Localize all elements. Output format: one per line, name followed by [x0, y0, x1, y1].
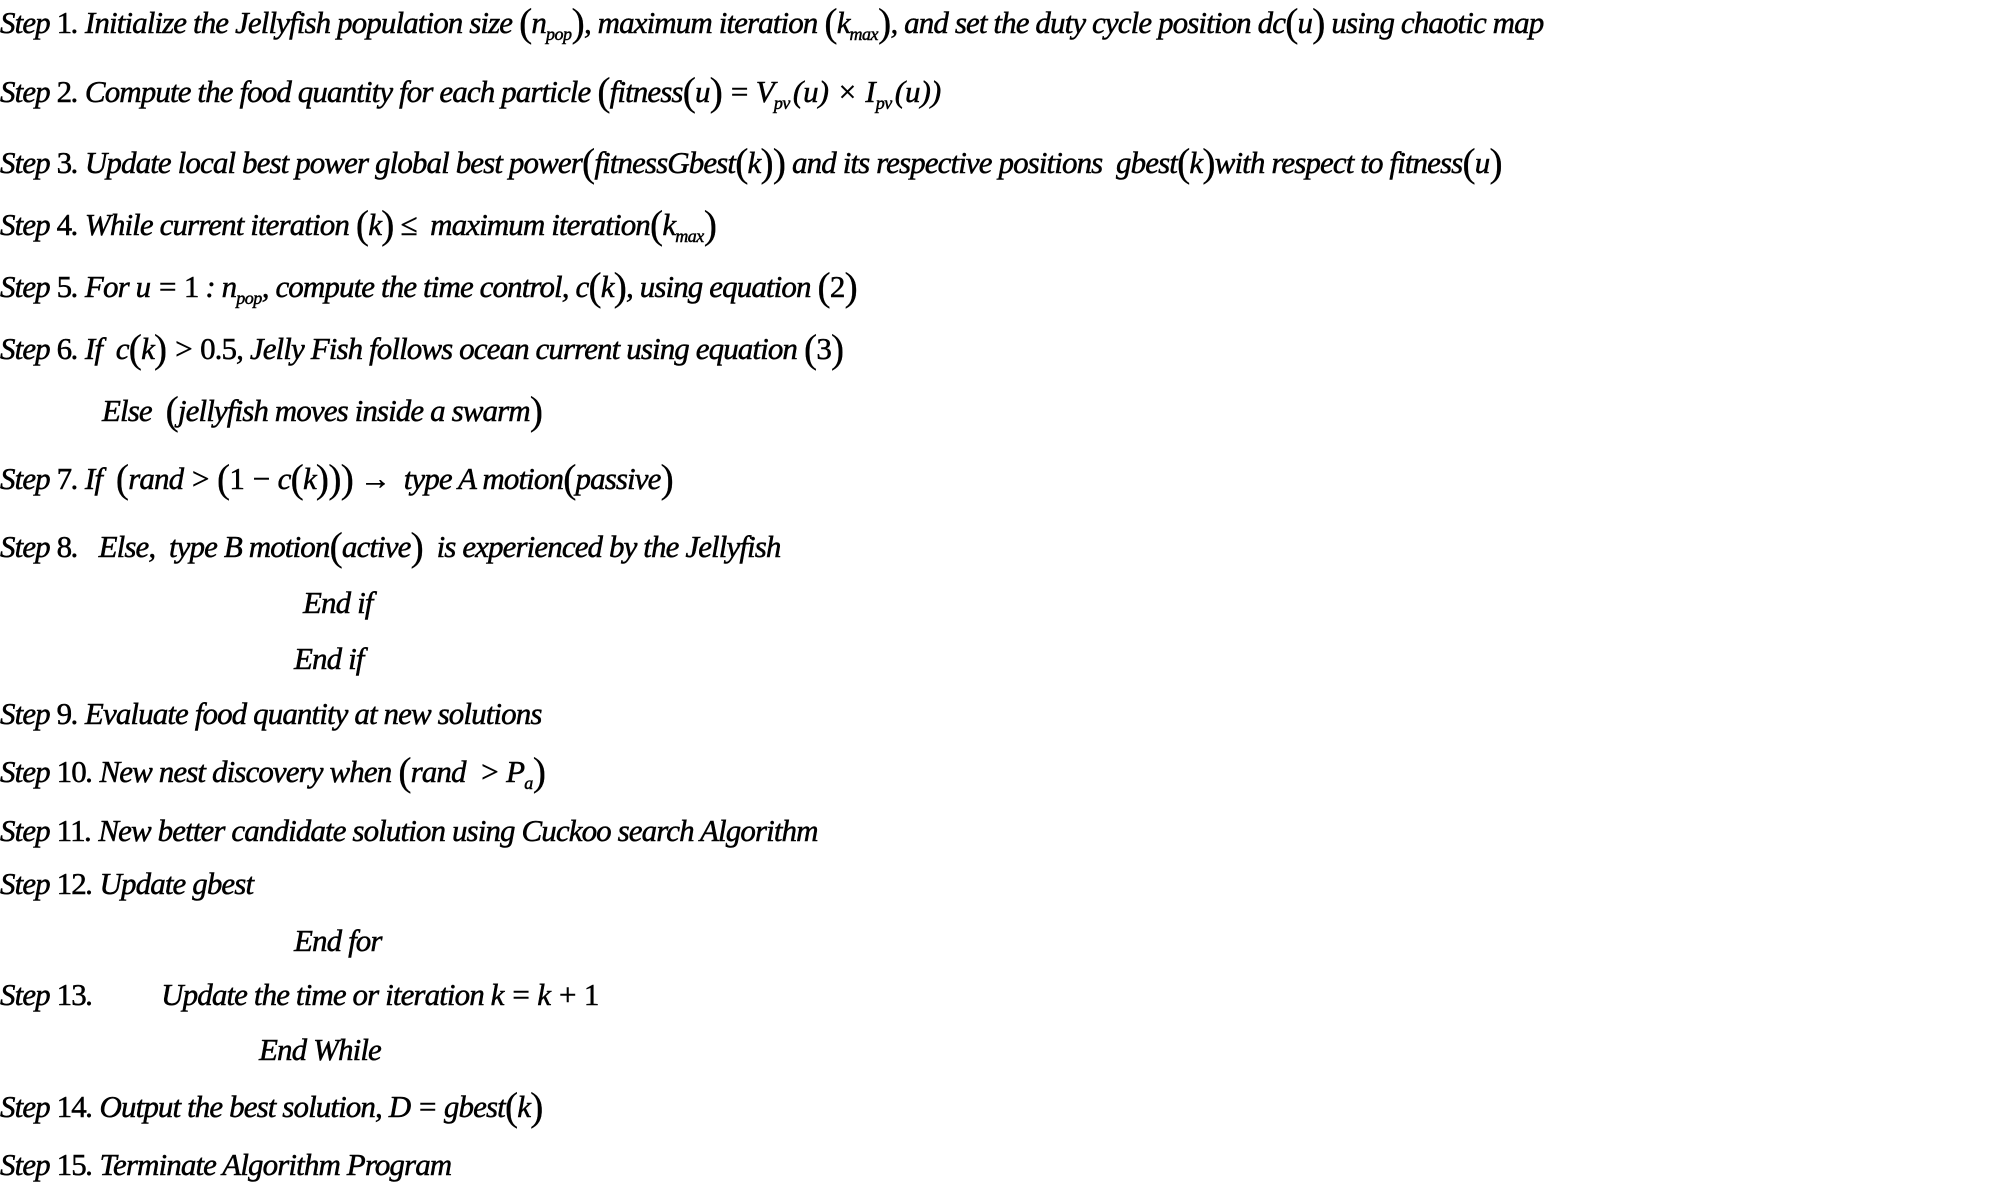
algorithm-line — [294, 639, 364, 679]
algorithm-line — [102, 388, 543, 433]
line-text: (u)) — [894, 74, 942, 109]
line-text: (u) × I — [792, 74, 876, 109]
algorithm-line — [0, 456, 673, 501]
line-text: End if — [303, 585, 373, 620]
line-text: Step 8. Else, type B motion(active) is experienced by the Jellyfish — [0, 524, 781, 569]
line-text: Step 1. Initialize the Jellyfish population size (n — [0, 0, 547, 45]
subscript: max — [849, 24, 879, 44]
algorithm-line — [0, 69, 942, 123]
line-text: Step 4. While current iteration (k) ≤ maximum iteration(k — [0, 202, 676, 247]
algorithm-line — [0, 1084, 543, 1129]
line-text: End for — [294, 923, 382, 958]
line-text: ), maximum iteration (k — [571, 0, 850, 45]
line-text: Step 9. Evaluate food quantity at new solutions — [0, 696, 542, 731]
line-text: ) — [703, 202, 717, 247]
line-text: End if — [294, 641, 364, 676]
line-text: ), and set the duty cycle position dc(u) using chaotic map — [878, 0, 1544, 45]
subscript: pv — [773, 93, 790, 113]
subscript: pop — [546, 24, 572, 44]
algorithm-line — [0, 811, 818, 851]
line-text: Step 12. Update gbest — [0, 866, 254, 901]
algorithm-line — [294, 921, 382, 961]
line-text: Else (jellyfish moves inside a swarm) — [102, 388, 543, 433]
algorithm-line — [0, 1145, 451, 1185]
line-text: Step 5. For u = 1 : n — [0, 269, 237, 304]
line-text: Step 11. New better candidate solution using Cuckoo search Algorithm — [0, 813, 818, 848]
line-text: Step 14. Output the best solution, D = gbest(k) — [0, 1084, 543, 1129]
line-text: End While — [259, 1032, 381, 1067]
line-text: Step 6. If c(k) > 0.5, Jelly Fish follows ocean current using equation (3) — [0, 326, 844, 371]
subscript: pop — [236, 288, 262, 308]
line-text: Step 2. Compute the food quantity for each particle (fitness(u) = V — [0, 69, 774, 114]
algorithm-line — [0, 140, 1502, 185]
algorithm-line — [303, 583, 373, 623]
algorithm-line — [0, 524, 781, 569]
algorithm-line — [0, 0, 1544, 54]
line-text: Step 13. Update the time or iteration k = k + 1 — [0, 977, 599, 1012]
algorithm-line — [0, 694, 542, 734]
algorithm-line — [0, 749, 546, 803]
algorithm-line — [0, 864, 253, 904]
algorithm-line — [0, 264, 857, 318]
subscript: pv — [875, 93, 892, 113]
line-text: Step 3. Update local best power global best power(fitnessGbest(k)) and its respective positions gbest(k)with respect to fitness(u) — [0, 140, 1502, 185]
line-text: Step 10. New nest discovery when (rand > P — [0, 749, 525, 794]
subscript: a — [524, 773, 533, 793]
algorithm-line — [0, 202, 717, 256]
line-text: ) — [532, 749, 546, 794]
algorithm-line — [259, 1030, 381, 1070]
line-text: Step 7. If (rand > (1 − c(k))) → type A motion(passive) — [0, 456, 673, 501]
algorithm-line — [0, 326, 844, 371]
algorithm-line — [0, 975, 598, 1015]
line-text: , compute the time control, c(k), using equation (2) — [261, 264, 857, 309]
subscript: max — [675, 226, 704, 246]
line-text: Step 15. Terminate Algorithm Program — [0, 1147, 452, 1182]
